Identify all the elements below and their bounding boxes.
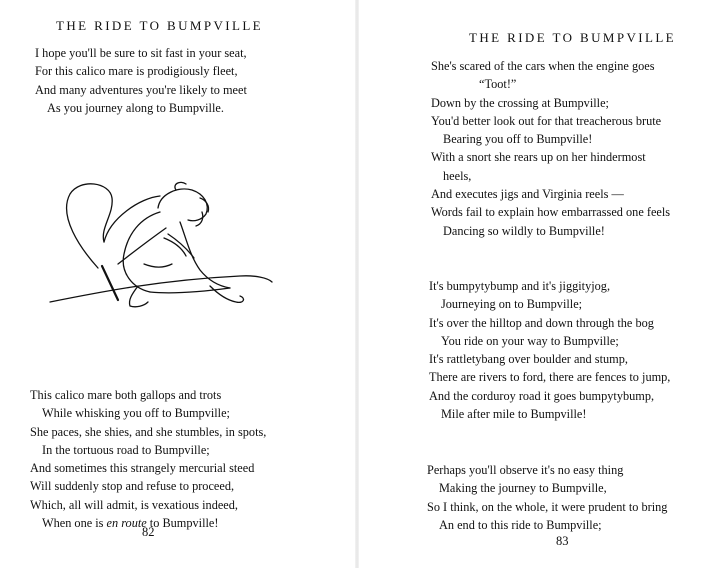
- right-stanza-1: [431, 57, 670, 240]
- verse-line-last: When one is en route to Bumpville!: [42, 516, 219, 531]
- verse-line: For this calico mare is prodigiously fleet,: [35, 64, 238, 79]
- verse-line: Which, all will admit, is vexatious indeed,: [30, 497, 238, 512]
- right-page-number: 83: [556, 534, 569, 548]
- right-stanza-2: [429, 277, 670, 423]
- left-page-number: 82: [142, 525, 155, 539]
- italic-phrase: en route: [106, 516, 147, 531]
- right-running-head: THE RIDE TO BUMPVILLE: [469, 30, 676, 45]
- verse-line: Dancing so wildly to Bumpville!: [443, 223, 605, 238]
- verse-line: It's bumpytybump and it's jiggityjog,: [429, 279, 611, 293]
- verse-line: With a snort she rears up on her hindermost: [431, 150, 646, 165]
- verse-line: Words fail to explain how embarrassed one feels: [431, 205, 671, 220]
- verse-line: She paces, she shies, and she stumbles, in spots,: [30, 424, 267, 439]
- verse-line: And executes jigs and Virginia reels —: [431, 187, 624, 202]
- left-stanza-2: [30, 386, 266, 532]
- verse-line: And the corduroy road it goes bumpytybump,: [429, 388, 655, 403]
- verse-line: While whisking you off to Bumpville;: [42, 406, 230, 421]
- verse-line: This calico mare both gallops and trots: [30, 388, 222, 402]
- right-stanza-3: [427, 461, 667, 534]
- verse-line: Journeying on to Bumpville;: [441, 297, 583, 312]
- verse-line: heels,: [443, 168, 472, 183]
- verse-line: I hope you'll be sure to sit fast in your seat,: [35, 46, 247, 60]
- verse-line: Making the journey to Bumpville,: [439, 481, 607, 496]
- verse-line: Will suddenly stop and refuse to proceed,: [30, 479, 235, 494]
- verse-line: Perhaps you'll observe it's no easy thing: [427, 463, 624, 477]
- verse-line: And many adventures you're likely to meet: [35, 82, 247, 97]
- verse-line: She's scared of the cars when the engine goes: [431, 59, 655, 73]
- verse-line: It's over the hilltop and down through the bog: [429, 315, 654, 330]
- verse-line: There are rivers to ford, there are fences to jump,: [429, 370, 671, 385]
- verse-line: In the tortuous road to Bumpville;: [42, 442, 210, 457]
- left-running-head: THE RIDE TO BUMPVILLE: [56, 18, 263, 33]
- verse-line: You ride on your way to Bumpville;: [441, 333, 619, 348]
- verse-line: And sometimes this strangely mercurial steed: [30, 461, 255, 476]
- verse-line: “Toot!”: [479, 77, 517, 92]
- verse-line: It's rattletybang over boulder and stump,: [429, 352, 628, 367]
- verse-line: Mile after mile to Bumpville!: [441, 407, 587, 422]
- verse-line: Down by the crossing at Bumpville;: [431, 95, 609, 110]
- verse-line: So I think, on the whole, it were prudent to bring: [427, 499, 668, 514]
- right-page: [357, 0, 714, 568]
- verse-line: An end to this ride to Bumpville;: [439, 517, 602, 532]
- child-on-hobby-horse-illustration: [40, 168, 280, 318]
- verse-line: You'd better look out for that treacherous brute: [431, 113, 662, 128]
- verse-line: As you journey along to Bumpville.: [47, 100, 224, 115]
- left-stanza-1: [35, 44, 247, 117]
- verse-line: Bearing you off to Bumpville!: [443, 132, 593, 147]
